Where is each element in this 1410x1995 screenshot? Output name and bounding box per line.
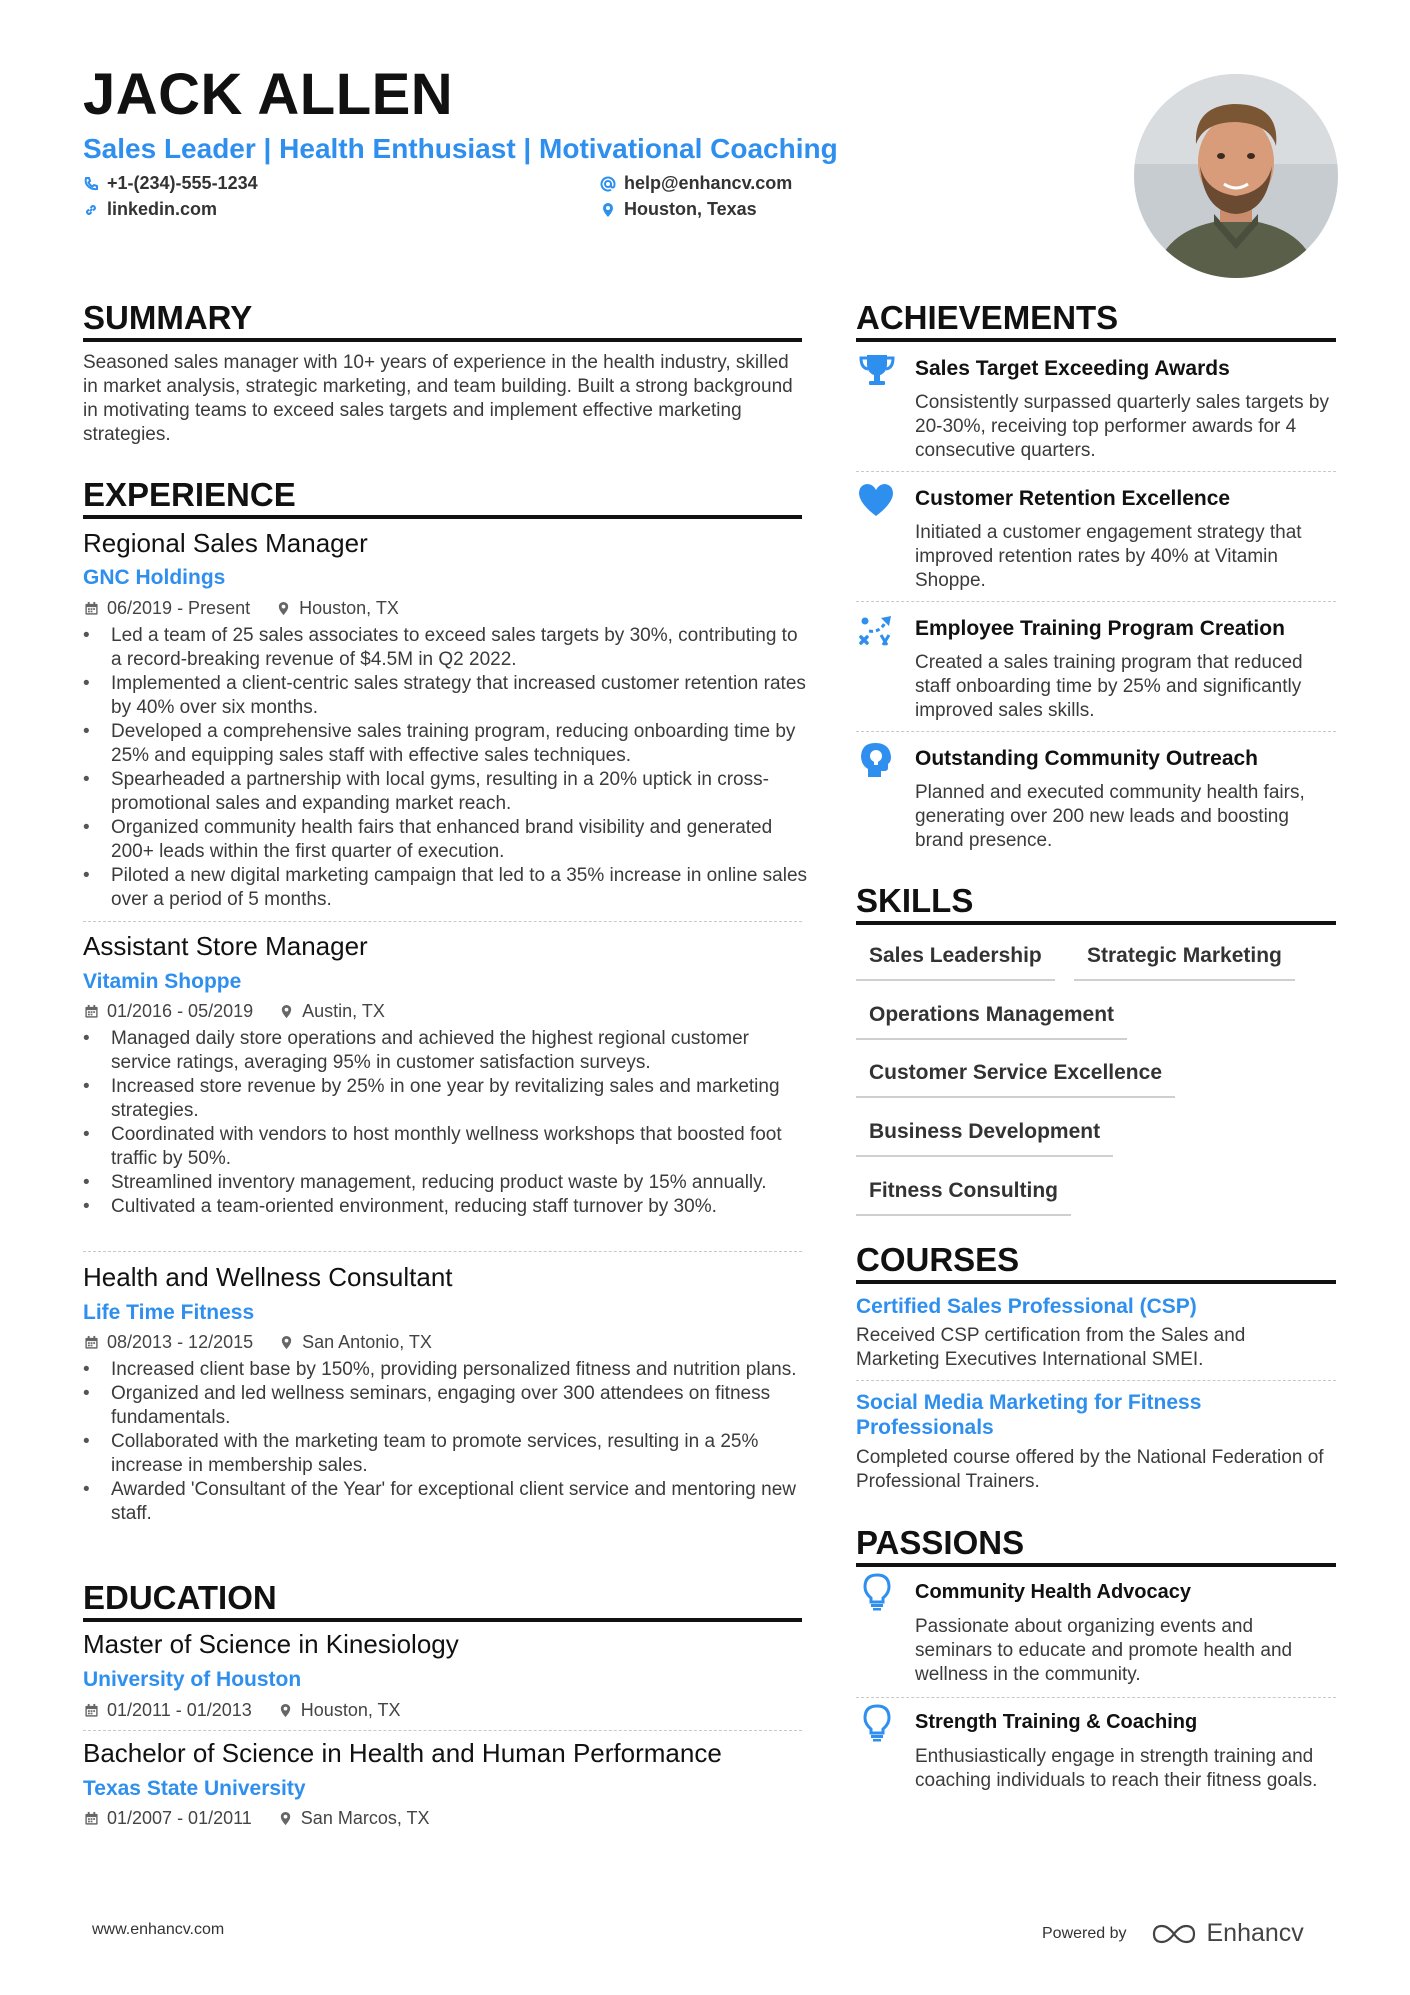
bullet-item: • Streamlined inventory management, reducing product waste by 15% annually. bbox=[83, 1171, 813, 1195]
location-pin-icon bbox=[278, 1703, 293, 1718]
bullet-item: • Implemented a client-centric sales strategy that increased customer retention rates by 40% over six months. bbox=[83, 672, 813, 720]
passions-divider bbox=[856, 1563, 1336, 1567]
entry-divider bbox=[856, 471, 1336, 472]
skills-heading: SKILLS bbox=[856, 882, 974, 919]
achievement-text: Created a sales training program that reduced staff onboarding time by 25% and significantly improved sales skills. bbox=[915, 652, 1303, 721]
achievement-title: Sales Target Exceeding Awards bbox=[915, 357, 1230, 380]
entry-divider bbox=[83, 1730, 802, 1731]
lightbulb-icon bbox=[857, 1703, 897, 1743]
date-range bbox=[84, 1700, 252, 1721]
date-range bbox=[84, 1332, 253, 1353]
location-pin-icon bbox=[279, 1004, 294, 1019]
date-range bbox=[84, 1808, 252, 1829]
bullet-item: • Awarded 'Consultant of the Year' for exceptional client service and mentoring new staff. bbox=[83, 1478, 813, 1526]
skill-tag: Business Development bbox=[856, 1121, 1113, 1157]
calendar-icon bbox=[84, 1811, 99, 1826]
location-text: Austin, TX bbox=[302, 1001, 385, 1021]
date-range bbox=[84, 598, 250, 619]
lightbulb-icon bbox=[857, 1572, 897, 1612]
heart-icon bbox=[856, 480, 896, 520]
bullet-item: • Increased store revenue by 25% in one year by revitalizing sales and marketing strategies. bbox=[83, 1075, 813, 1123]
location-text: San Marcos, TX bbox=[300, 1808, 430, 1828]
company-name: Vitamin Shoppe bbox=[83, 970, 242, 993]
achievements-heading: ACHIEVEMENTS bbox=[856, 299, 1119, 336]
bullet-item: • Piloted a new digital marketing campaign that led to a 35% increase in online sales over a period of 5 months. bbox=[83, 864, 813, 912]
skill-tag: Customer Service Excellence bbox=[856, 1062, 1175, 1098]
job-title: Regional Sales Manager bbox=[83, 528, 368, 558]
bullet-item: • Collaborated with the marketing team to promote services, resulting in a 25% increase in membership sales. bbox=[83, 1430, 813, 1478]
achievement-text: Consistently surpassed quarterly sales targets by 20-30%, receiving top performer awards for 4 consecutive quarters. bbox=[915, 392, 1329, 461]
job-location bbox=[279, 1001, 385, 1022]
date-text: 01/2007 - 01/2011 bbox=[107, 1808, 252, 1828]
job-title: Assistant Store Manager bbox=[83, 931, 368, 961]
powered-by-label: Powered by bbox=[1042, 1924, 1127, 1942]
course-title: Certified Sales Professional (CSP) bbox=[856, 1295, 1197, 1318]
calendar-icon bbox=[84, 1004, 99, 1019]
phone-icon bbox=[83, 176, 99, 192]
entry-divider bbox=[856, 1697, 1336, 1698]
school-name: University of Houston bbox=[83, 1668, 302, 1691]
job-bullets bbox=[83, 624, 813, 912]
bullet-item: • Developed a comprehensive sales training program, reducing onboarding time by 25% and equipping sales staff with effective sales techniques. bbox=[83, 720, 813, 768]
job-title: Health and Wellness Consultant bbox=[83, 1262, 453, 1292]
job-bullets bbox=[83, 1358, 813, 1526]
footer-website[interactable]: www.enhancv.com bbox=[92, 1921, 225, 1938]
email-contact[interactable] bbox=[600, 173, 792, 194]
email-text: help@enhancv.com bbox=[624, 173, 793, 193]
location-text: Houston, TX bbox=[300, 1700, 401, 1720]
education-meta bbox=[84, 1700, 401, 1721]
linkedin-text: linkedin.com bbox=[107, 199, 218, 219]
degree-title: Master of Science in Kinesiology bbox=[83, 1629, 459, 1659]
course-text: Received CSP certification from the Sales and Marketing Executives International SMEI. bbox=[856, 1325, 1246, 1370]
calendar-icon bbox=[84, 601, 99, 616]
job-meta bbox=[84, 1332, 432, 1353]
skill-tag: Strategic Marketing bbox=[1074, 945, 1295, 981]
location-pin-icon bbox=[276, 601, 291, 616]
linkedin-contact[interactable] bbox=[83, 199, 217, 220]
date-text: 06/2019 - Present bbox=[107, 598, 251, 618]
date-range bbox=[84, 1001, 253, 1022]
job-location bbox=[276, 598, 399, 619]
course-text: Completed course offered by the National Federation of Professional Trainers. bbox=[856, 1447, 1324, 1492]
bullet-item: • Coordinated with vendors to host monthly wellness workshops that boosted foot traffic by 50%. bbox=[83, 1123, 813, 1171]
date-text: 01/2016 - 05/2019 bbox=[107, 1001, 254, 1021]
date-text: 01/2011 - 01/2013 bbox=[107, 1700, 252, 1720]
job-bullets bbox=[83, 1027, 813, 1219]
enhancv-logo[interactable] bbox=[1151, 1919, 1304, 1948]
achievement-title: Outstanding Community Outreach bbox=[915, 747, 1259, 770]
achievements-divider bbox=[856, 338, 1336, 342]
entry-divider bbox=[83, 1251, 802, 1252]
courses-heading: COURSES bbox=[856, 1241, 1020, 1278]
location-pin-icon bbox=[279, 1335, 294, 1350]
at-icon bbox=[600, 176, 616, 192]
location-pin-icon bbox=[600, 202, 616, 218]
achievement-title: Employee Training Program Creation bbox=[915, 617, 1285, 640]
phone-contact[interactable] bbox=[83, 173, 258, 194]
education-heading: EDUCATION bbox=[83, 1579, 277, 1616]
entry-divider bbox=[856, 1380, 1336, 1381]
course-title: Social Media Marketing for Fitness Professionals bbox=[856, 1391, 1202, 1439]
strategy-icon bbox=[857, 611, 897, 651]
courses-divider bbox=[856, 1280, 1336, 1284]
candidate-tagline: Sales Leader | Health Enthusiast | Motivational Coaching bbox=[83, 133, 838, 164]
education-location bbox=[278, 1700, 401, 1721]
skill-tag: Operations Management bbox=[856, 1004, 1127, 1040]
location-text: Houston, Texas bbox=[624, 199, 757, 219]
location-pin-icon bbox=[278, 1811, 293, 1826]
calendar-icon bbox=[84, 1703, 99, 1718]
entry-divider bbox=[856, 731, 1336, 732]
summary-text: Seasoned sales manager with 10+ years of experience in the health industry, skilled in market analysis, strategic marketing, and team building. Built a strong background in motivating teams to exceed sales targets and implement effective marketing strategies. bbox=[83, 352, 793, 445]
company-name: GNC Holdings bbox=[83, 566, 226, 589]
location-text: San Antonio, TX bbox=[302, 1332, 432, 1352]
education-location bbox=[278, 1808, 430, 1829]
summary-heading: SUMMARY bbox=[83, 299, 253, 336]
skills-divider bbox=[856, 921, 1336, 925]
trophy-icon bbox=[857, 350, 897, 390]
passions-heading: PASSIONS bbox=[856, 1524, 1025, 1561]
candidate-name: JACK ALLEN bbox=[83, 62, 454, 127]
entry-divider bbox=[83, 921, 802, 922]
bullet-item: • Spearheaded a partnership with local gyms, resulting in a 20% uptick in cross-promotional sales and expanding market reach. bbox=[83, 768, 813, 816]
bullet-item: • Organized and led wellness seminars, engaging over 300 attendees on fitness fundamentals. bbox=[83, 1382, 813, 1430]
achievement-title: Customer Retention Excellence bbox=[915, 487, 1231, 510]
date-text: 08/2013 - 12/2015 bbox=[107, 1332, 254, 1352]
enhancv-brand-text: Enhancv bbox=[1206, 1919, 1304, 1947]
calendar-icon bbox=[84, 1335, 99, 1350]
enhancv-logo-icon bbox=[1151, 1922, 1197, 1946]
entry-divider bbox=[856, 601, 1336, 602]
experience-divider bbox=[83, 515, 802, 519]
job-location bbox=[279, 1332, 432, 1353]
bullet-item: • Increased client base by 150%, providing personalized fitness and nutrition plans. bbox=[83, 1358, 813, 1382]
bullet-item: • Managed daily store operations and achieved the highest regional customer service ratings, averaging 95% in customer satisfaction surveys. bbox=[83, 1027, 813, 1075]
job-meta bbox=[84, 1001, 385, 1022]
link-icon bbox=[83, 202, 99, 218]
experience-heading: EXPERIENCE bbox=[83, 476, 296, 513]
education-divider bbox=[83, 1618, 802, 1622]
skill-tag: Sales Leadership bbox=[856, 945, 1055, 981]
bullet-item: • Cultivated a team-oriented environment, reducing staff turnover by 30%. bbox=[83, 1195, 813, 1219]
passion-title: Strength Training & Coaching bbox=[915, 1711, 1198, 1733]
school-name: Texas State University bbox=[83, 1777, 306, 1800]
achievement-text: Planned and executed community health fairs, generating over 200 new leads and boosting brand presence. bbox=[915, 782, 1305, 851]
degree-title: Bachelor of Science in Health and Human Performance bbox=[83, 1738, 722, 1768]
achievement-text: Initiated a customer engagement strategy that improved retention rates by 40% at Vitamin Shoppe. bbox=[915, 522, 1302, 591]
bullet-item: • Led a team of 25 sales associates to exceed sales targets by 30%, contributing to a record-breaking revenue of $4.5M in Q2 2022. bbox=[83, 624, 813, 672]
summary-divider bbox=[83, 338, 802, 342]
passion-text: Passionate about organizing events and seminars to educate and promote health and wellness in the community. bbox=[915, 1616, 1293, 1685]
head-idea-icon bbox=[857, 740, 897, 780]
phone-text: +1-(234)-555-1234 bbox=[107, 173, 258, 193]
education-meta bbox=[84, 1808, 430, 1829]
passion-text: Enthusiastically engage in strength training and coaching individuals to reach their fitness goals. bbox=[915, 1746, 1318, 1791]
location-contact bbox=[600, 199, 757, 220]
skill-tag: Fitness Consulting bbox=[856, 1180, 1071, 1216]
location-text: Houston, TX bbox=[299, 598, 399, 618]
company-name: Life Time Fitness bbox=[83, 1301, 255, 1324]
footer-branding bbox=[1042, 1919, 1304, 1948]
profile-photo bbox=[1134, 74, 1338, 278]
job-meta bbox=[84, 598, 399, 619]
passion-title: Community Health Advocacy bbox=[915, 1581, 1191, 1603]
bullet-item: • Organized community health fairs that enhanced brand visibility and generated 200+ leads within the first quarter of execution. bbox=[83, 816, 813, 864]
